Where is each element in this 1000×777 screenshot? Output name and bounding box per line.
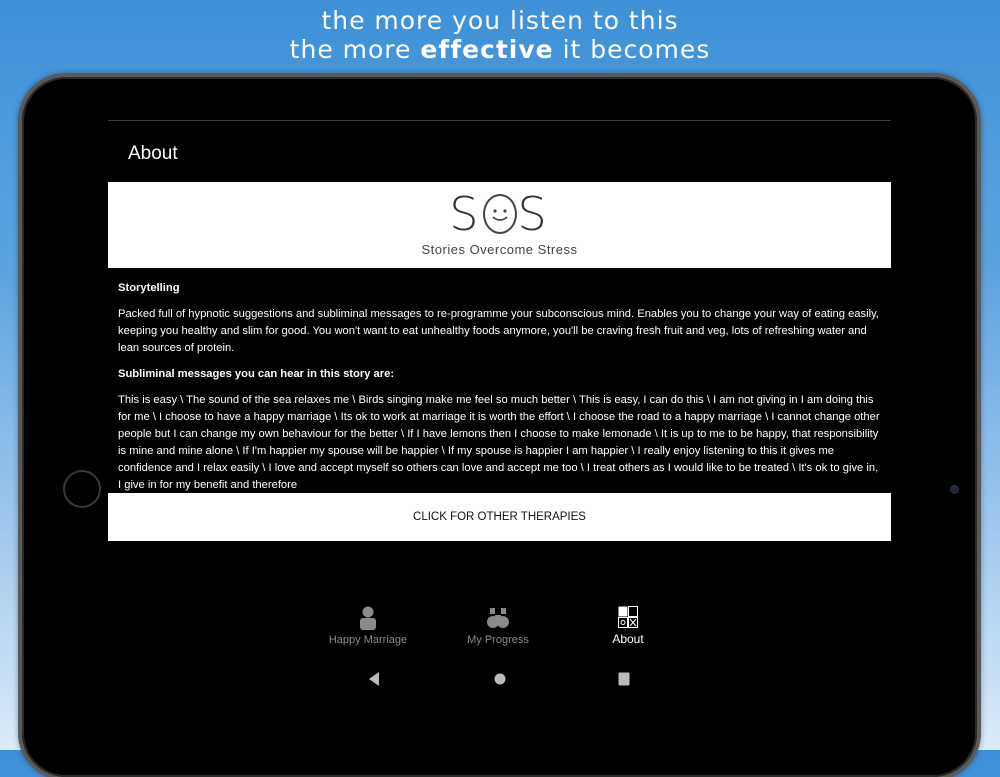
bottom-navigation bbox=[108, 590, 891, 650]
section-heading-messages: Subliminal messages you can hear in this story are: bbox=[118, 368, 395, 380]
other-therapies-button[interactable]: CLICK FOR OTHER THERAPIES bbox=[108, 493, 891, 541]
about-content[interactable] bbox=[108, 268, 891, 491]
smiley-o-icon bbox=[483, 194, 517, 234]
subliminal-messages-text: This is easy \ The sound of the sea relaxes me \ Birds singing make me feel so much better \ This is easy, I can do this \ I am not giving in I am doing this for me \ I choose to have a happy marriage \ Its ok to work at marriage it is worth the effort \ I choose the road to a happy marriage \ I cannot change other people but I can change my own behaviour for the better \ If I have lemons then I choose to make lemonade \ It is up to me to be happy, that responsibility is mine and mine alone \ If I'm happier my spouse will be happier \ If my spouse is happier I am happier \ I really enjoy listening to this it gives me confidence and I relax easily \ I love and accept myself so others can love and accept me too \ I treat others as I would like to be treated \ It's ok to give in, I give in for my benefit and therefore bbox=[118, 394, 880, 491]
tablet-home-button[interactable] bbox=[63, 470, 101, 508]
promo-line-2-start: the more bbox=[289, 35, 421, 64]
logo-subtitle: Stories Overcome Stress bbox=[421, 242, 578, 257]
logo-letter-s2: S bbox=[517, 187, 550, 241]
logo-banner bbox=[108, 182, 891, 268]
app-screen bbox=[108, 120, 891, 707]
page-title: About bbox=[128, 143, 178, 164]
person-icon bbox=[358, 606, 378, 630]
sos-logo bbox=[108, 188, 891, 240]
home-circle-icon[interactable] bbox=[494, 671, 506, 687]
nav-label-happy-marriage: Happy Marriage bbox=[328, 634, 408, 646]
nav-label-about: About bbox=[612, 632, 644, 646]
section-heading-storytelling: Storytelling bbox=[118, 282, 180, 294]
promo-emphasis: effective bbox=[420, 35, 554, 64]
status-divider bbox=[108, 120, 891, 121]
nav-item-happy-marriage[interactable] bbox=[313, 606, 423, 646]
system-navigation-bar bbox=[108, 666, 891, 696]
nav-label-my-progress: My Progress bbox=[467, 634, 529, 646]
nav-item-my-progress[interactable] bbox=[443, 606, 553, 646]
logo-letter-s1: S bbox=[449, 187, 482, 241]
promo-line-2 bbox=[0, 35, 1000, 64]
promo-line-1: the more you listen to this bbox=[321, 6, 679, 35]
promo-headline bbox=[0, 6, 1000, 64]
back-triangle-icon[interactable] bbox=[368, 671, 380, 687]
nav-item-about[interactable] bbox=[573, 606, 683, 646]
promo-line-2-end: it becomes bbox=[553, 35, 711, 64]
binoculars-icon bbox=[487, 606, 509, 630]
recents-square-icon[interactable] bbox=[618, 671, 630, 687]
tablet-camera bbox=[951, 486, 958, 493]
description-text: Packed full of hypnotic suggestions and subliminal messages to re-programme your subconscious mind. Enables you to change your way of eating easily, keeping you healthy and slim for good. You won't want to eat unhealthy foods anymore, you'll be craving fresh fruit and veg, lots of refreshing water and lean sources of protein. bbox=[118, 308, 879, 354]
grid-icon bbox=[618, 606, 638, 628]
